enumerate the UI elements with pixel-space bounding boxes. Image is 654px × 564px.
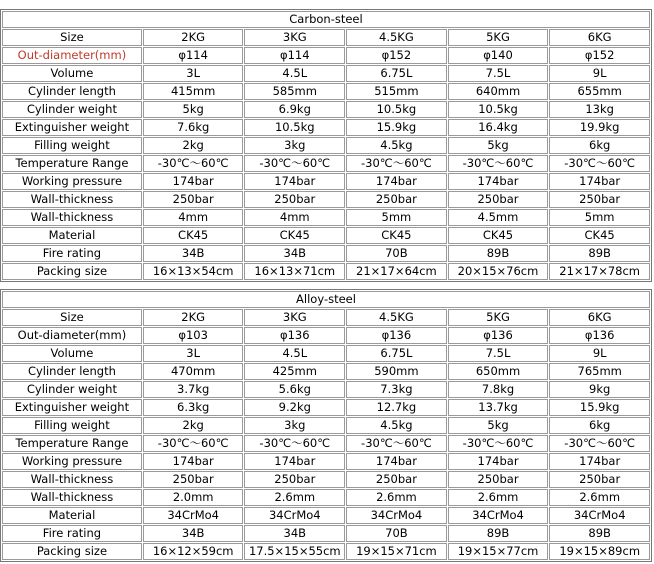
row-label: Working pressure [2,173,142,190]
table-cell: -30℃～60℃ [448,155,549,172]
header-row [2,29,650,46]
table-row [2,65,650,82]
row-label: Cylinder length [2,363,142,380]
row-label: Wall-thickness [2,191,142,208]
table-cell: 13.7kg [448,399,549,416]
row-label: Temperature Range [2,435,142,452]
column-header: 6KG [549,29,650,46]
table-row [2,507,650,524]
table-row [2,435,650,452]
table-cell: 34CrMo4 [448,507,549,524]
row-label: Filling weight [2,417,142,434]
table-cell: 2.6mm [346,489,447,506]
table-cell: 4.5kg [346,417,447,434]
table-row [2,381,650,398]
table-cell: 7.3kg [346,381,447,398]
table-row [2,119,650,136]
column-header: Size [2,29,142,46]
row-label: Wall-thickness [2,209,142,226]
table-cell: φ152 [549,47,650,64]
table-cell: 70B [346,525,447,542]
table-title: Carbon-steel [2,11,650,28]
row-label: Packing size [2,543,142,560]
table-cell: 7.8kg [448,381,549,398]
column-header: 3KG [244,29,345,46]
table-cell: 13kg [549,101,650,118]
table-cell: 15.9kg [549,399,650,416]
table-cell: 250bar [448,471,549,488]
table-cell: 34CrMo4 [346,507,447,524]
table-cell: CK45 [346,227,447,244]
table-cell: 17.5×15×55cm [244,543,345,560]
table-cell: -30℃～60℃ [143,435,244,452]
table-cell: 655mm [549,83,650,100]
row-label: Material [2,507,142,524]
table-cell: 34CrMo4 [244,507,345,524]
table-cell: 174bar [346,453,447,470]
table-cell: 4.5mm [448,209,549,226]
row-label: Packing size [2,263,142,280]
table-cell: 16×12×59cm [143,543,244,560]
table-cell: 21×17×78cm [549,263,650,280]
table-cell: 12.7kg [346,399,447,416]
table-cell: 19×15×71cm [346,543,447,560]
table-row [2,471,650,488]
table-cell: 250bar [549,191,650,208]
row-label: Temperature Range [2,155,142,172]
table-row [2,363,650,380]
table-cell: 2.6mm [549,489,650,506]
table-cell: -30℃～60℃ [244,435,345,452]
table-cell: 34B [143,245,244,262]
row-label: Volume [2,65,142,82]
row-label: Cylinder weight [2,381,142,398]
table-cell: 7.5L [448,345,549,362]
table-cell: 4.5L [244,345,345,362]
table-cell: 4.5kg [346,137,447,154]
table-cell: φ114 [244,47,345,64]
table-row [2,453,650,470]
row-label: Working pressure [2,453,142,470]
table-cell: CK45 [549,227,650,244]
row-label: Extinguisher weight [2,119,142,136]
table-cell: 9.2kg [244,399,345,416]
table-cell: CK45 [244,227,345,244]
table-cell: 9L [549,65,650,82]
table-cell: 3L [143,65,244,82]
table-cell: 7.5L [448,65,549,82]
table-cell: 250bar [143,191,244,208]
table-row [2,399,650,416]
table-cell: 250bar [244,191,345,208]
table-cell: φ152 [346,47,447,64]
table-cell: φ103 [143,327,244,344]
table-row [2,191,650,208]
table-cell: 4mm [244,209,345,226]
table-cell: 9L [549,345,650,362]
table-cell: -30℃～60℃ [448,435,549,452]
table-cell: 4mm [143,209,244,226]
column-header: 4.5KG [346,29,447,46]
row-label: Cylinder length [2,83,142,100]
table-row [2,417,650,434]
row-label: Material [2,227,142,244]
table-cell: φ136 [244,327,345,344]
table-cell: 10.5kg [448,101,549,118]
table-cell: 3kg [244,137,345,154]
table-cell: 70B [346,245,447,262]
table-cell: 34CrMo4 [549,507,650,524]
table-cell: 15.9kg [346,119,447,136]
table-cell: 174bar [143,173,244,190]
table-cell: 590mm [346,363,447,380]
table-cell: 89B [448,245,549,262]
row-label: Out-diameter(mm) [2,47,142,64]
table-cell: 16×13×71cm [244,263,345,280]
carbon-steel-table [0,9,652,282]
table-cell: 34B [143,525,244,542]
table-cell: 19×15×77cm [448,543,549,560]
table-cell: 4.5L [244,65,345,82]
row-label: Extinguisher weight [2,399,142,416]
table-cell: -30℃～60℃ [346,435,447,452]
table-cell: 5mm [346,209,447,226]
table-cell: -30℃～60℃ [549,155,650,172]
table-cell: 34CrMo4 [143,507,244,524]
table-cell: 250bar [346,191,447,208]
table-cell: 9kg [549,381,650,398]
table-cell: 6.75L [346,345,447,362]
table-cell: 89B [448,525,549,542]
table-cell: 20×15×76cm [448,263,549,280]
table-cell: 250bar [549,471,650,488]
table-cell: -30℃～60℃ [346,155,447,172]
table-row [2,245,650,262]
table-cell: 415mm [143,83,244,100]
table-cell: 89B [549,525,650,542]
header-row [2,309,650,326]
table-cell: 640mm [448,83,549,100]
table-cell: 250bar [143,471,244,488]
table-cell: 470mm [143,363,244,380]
table-cell: 174bar [346,173,447,190]
table-cell: 5mm [549,209,650,226]
row-label: Wall-thickness [2,471,142,488]
table-cell: 5kg [448,417,549,434]
table-cell: -30℃～60℃ [244,155,345,172]
table-cell: 174bar [143,453,244,470]
table-cell: 174bar [244,173,345,190]
table-cell: 765mm [549,363,650,380]
table-cell: 250bar [346,471,447,488]
table-cell: 19×15×89cm [549,543,650,560]
column-header: 5KG [448,309,549,326]
table-cell: 5.6kg [244,381,345,398]
table-cell: 174bar [244,453,345,470]
table-cell: 6kg [549,417,650,434]
row-label: Out-diameter(mm) [2,327,142,344]
table-cell: 2.0mm [143,489,244,506]
table-cell: 650mm [448,363,549,380]
table-cell: φ136 [448,327,549,344]
table-row [2,155,650,172]
row-label: Cylinder weight [2,101,142,118]
table-row [2,137,650,154]
table-cell: -30℃～60℃ [143,155,244,172]
table-cell: CK45 [143,227,244,244]
table-cell: 19.9kg [549,119,650,136]
table-cell: 7.6kg [143,119,244,136]
table-cell: 515mm [346,83,447,100]
table-title-row [2,11,650,28]
table-row [2,345,650,362]
table-row [2,173,650,190]
table-row [2,101,650,118]
table-row [2,525,650,542]
table-cell: 89B [549,245,650,262]
row-label: Fire rating [2,525,142,542]
table-cell: 10.5kg [244,119,345,136]
column-header: 2KG [143,309,244,326]
table-cell: 16.4kg [448,119,549,136]
table-cell: φ140 [448,47,549,64]
table-title: Alloy-steel [2,291,650,308]
table-title-row [2,291,650,308]
table-cell: 6.3kg [143,399,244,416]
table-cell: 34B [244,245,345,262]
table-cell: 6.9kg [244,101,345,118]
table-cell: 174bar [448,173,549,190]
table-cell: 585mm [244,83,345,100]
column-header: 6KG [549,309,650,326]
row-label: Volume [2,345,142,362]
column-header: 3KG [244,309,345,326]
table-cell: 5kg [143,101,244,118]
row-label: Fire rating [2,245,142,262]
table-row [2,263,650,280]
row-label: Wall-thickness [2,489,142,506]
table-cell: 250bar [244,471,345,488]
column-header: 2KG [143,29,244,46]
table-row [2,47,650,64]
table-row [2,489,650,506]
table-cell: φ136 [549,327,650,344]
table-cell: 174bar [448,453,549,470]
table-cell: 425mm [244,363,345,380]
table-cell: 3kg [244,417,345,434]
table-cell: 2kg [143,417,244,434]
table-row [2,327,650,344]
table-cell: 21×17×64cm [346,263,447,280]
table-cell: 16×13×54cm [143,263,244,280]
table-cell: CK45 [448,227,549,244]
table-row [2,227,650,244]
table-cell: 174bar [549,173,650,190]
table-cell: 250bar [448,191,549,208]
column-header: Size [2,309,142,326]
table-cell: 174bar [549,453,650,470]
table-cell: 6kg [549,137,650,154]
column-header: 5KG [448,29,549,46]
table-cell: 10.5kg [346,101,447,118]
table-cell: φ114 [143,47,244,64]
table-cell: 2kg [143,137,244,154]
alloy-steel-table [0,289,652,562]
table-cell: 3.7kg [143,381,244,398]
row-label: Filling weight [2,137,142,154]
table-cell: 3L [143,345,244,362]
table-row [2,543,650,560]
table-cell: φ136 [346,327,447,344]
table-cell: 2.6mm [244,489,345,506]
table-cell: 6.75L [346,65,447,82]
table-cell: 34B [244,525,345,542]
table-cell: -30℃～60℃ [549,435,650,452]
table-cell: 5kg [448,137,549,154]
table-row [2,83,650,100]
table-cell: 2.6mm [448,489,549,506]
column-header: 4.5KG [346,309,447,326]
table-row [2,209,650,226]
